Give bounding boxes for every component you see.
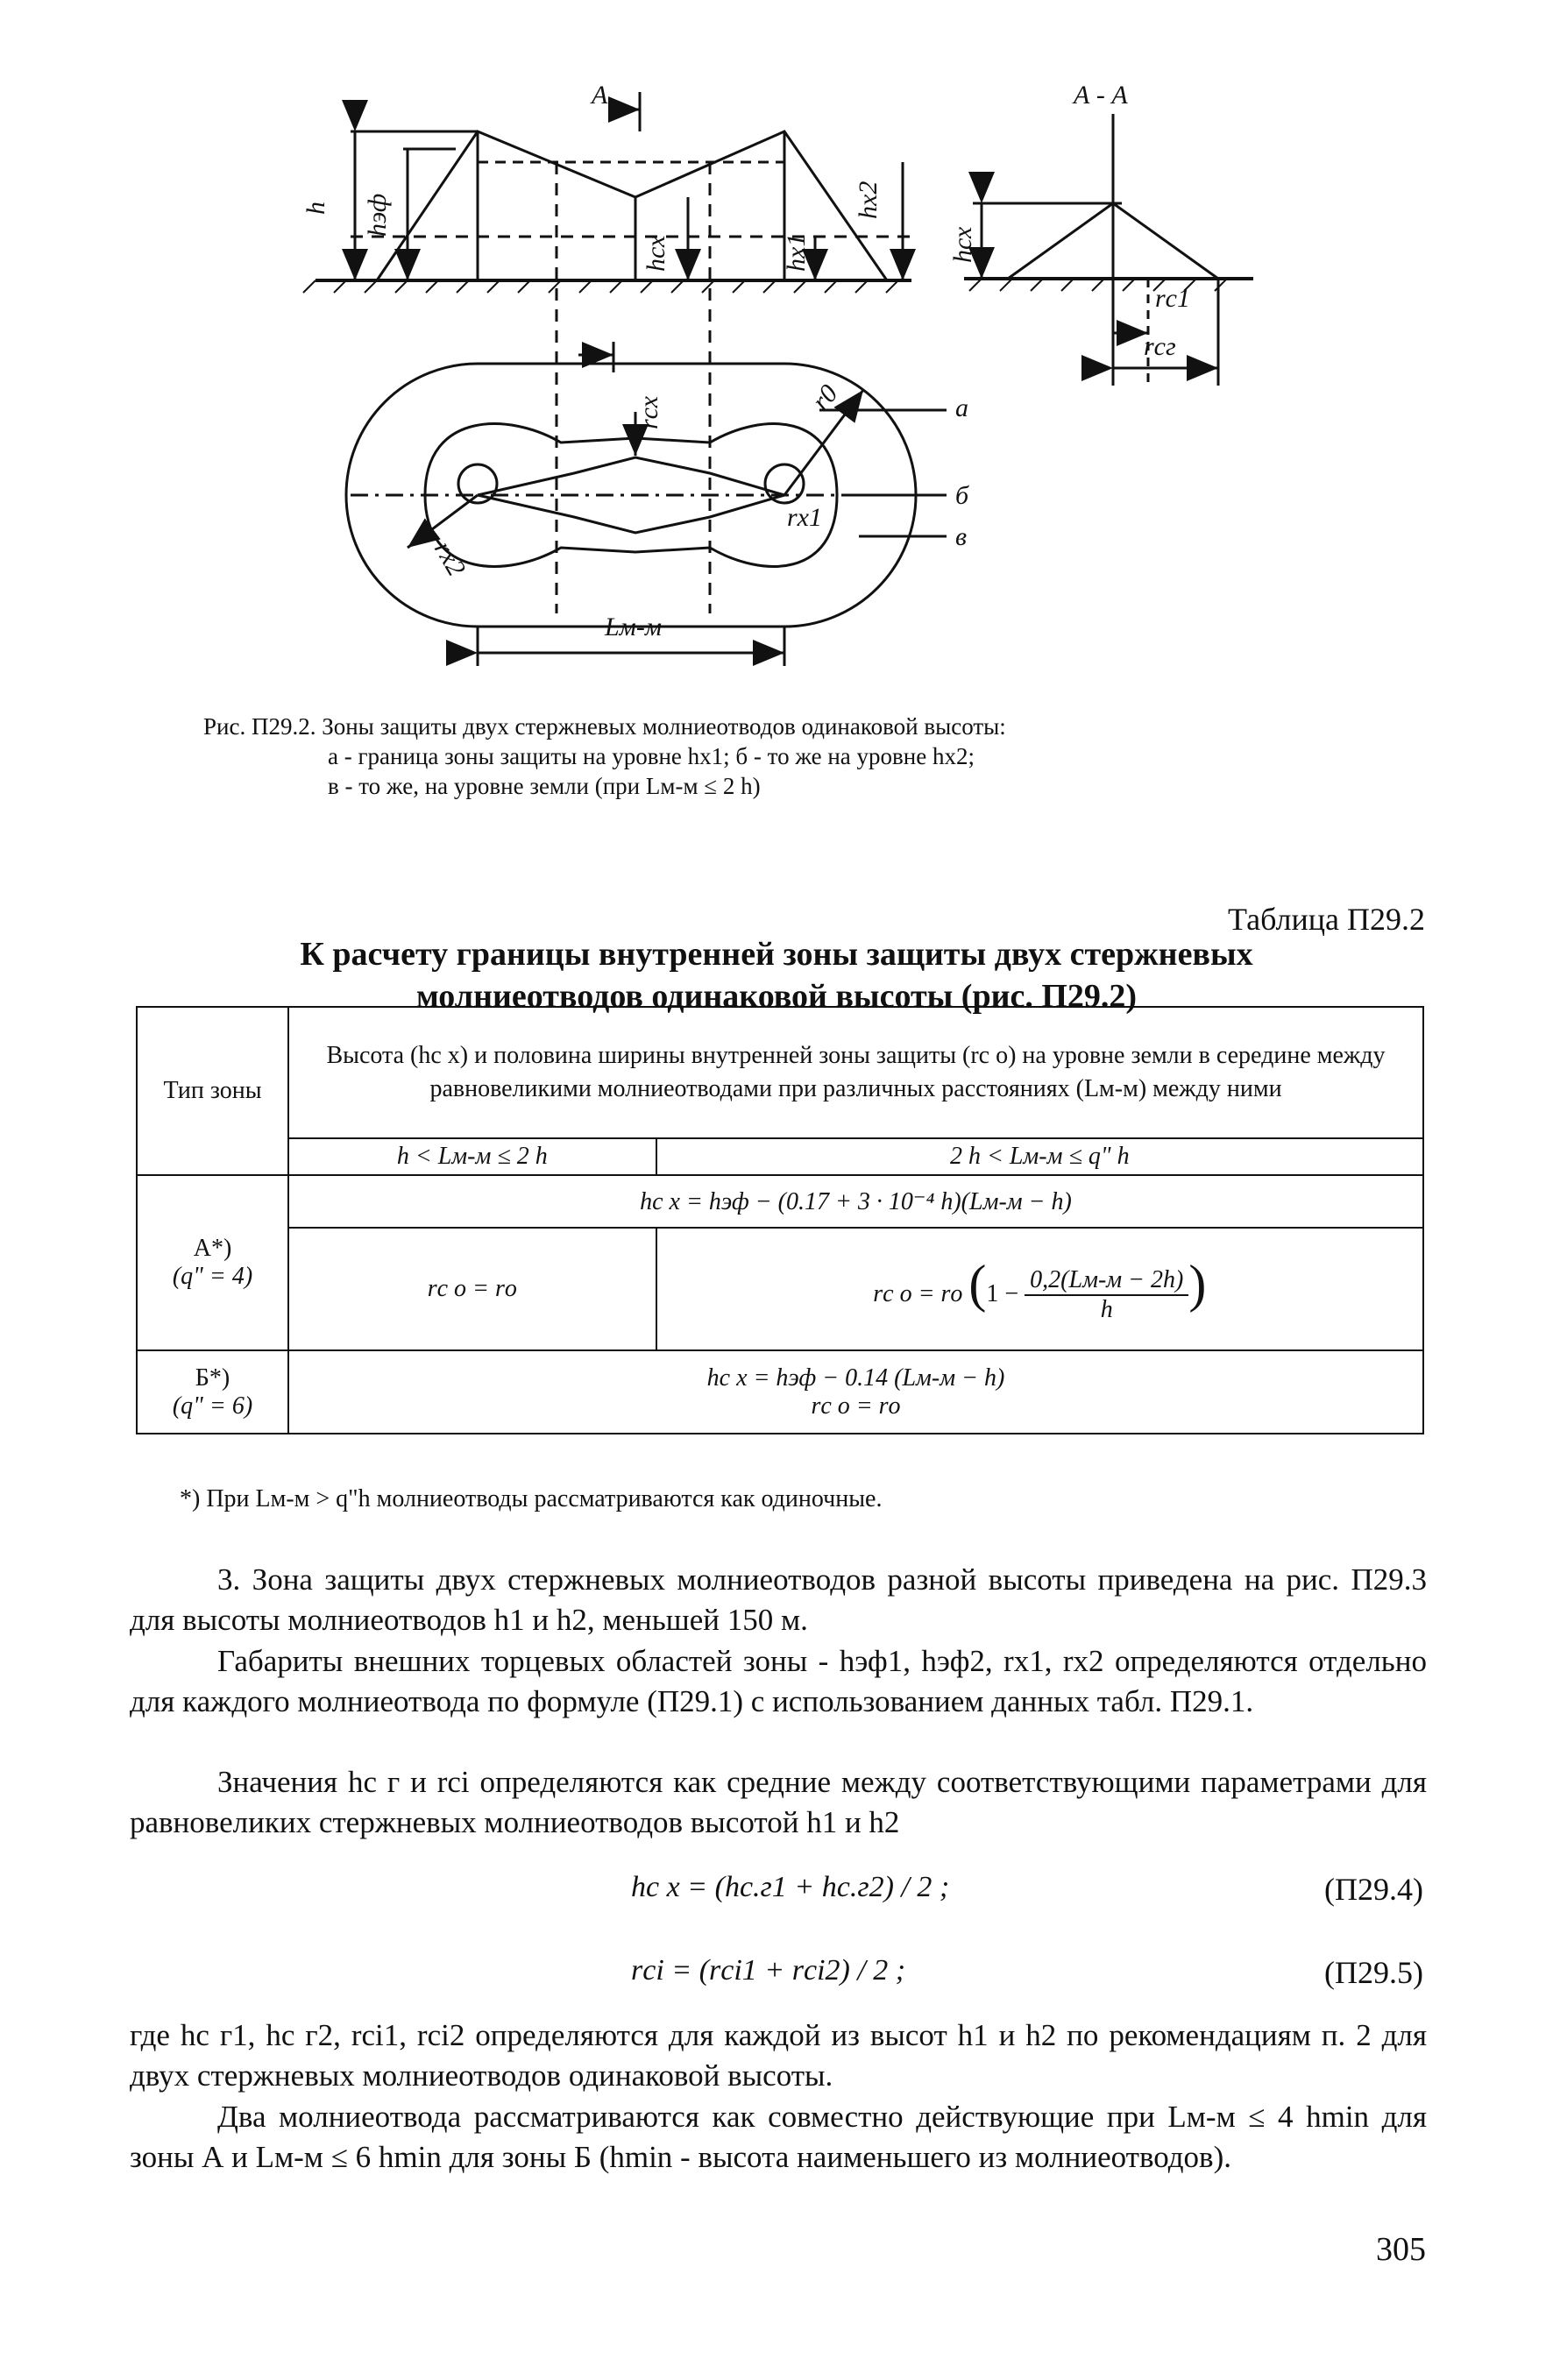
row-b-formulas: [288, 1350, 1423, 1434]
row-a-formula-r2: rс о = rо (1 − 0,2(Lм-м − 2h) h ): [656, 1228, 1423, 1350]
label-r-0: r0: [806, 379, 844, 416]
caption-line-2: а - граница зоны защиты на уровне hх1; б - то же на уровне hх2;: [328, 743, 975, 769]
paragraph-5: [130, 2097, 1427, 2178]
row-a-formula-r1: rс о = rо: [288, 1228, 656, 1350]
table-number: Таблица П29.2: [1228, 902, 1425, 937]
table-footnote: *) При Lм-м > q"h молниеотводы рассматриваются как одиночные.: [180, 1485, 883, 1512]
label-h-ef: hэф: [363, 193, 392, 237]
row-b-type: [137, 1350, 288, 1434]
formula-p29-5: rсi = (rсi1 + rсi2) / 2 ;: [631, 1954, 906, 1987]
table-title-line-2: молниеотводов одинаковой высоты (рис. П29.2): [415, 978, 1138, 1015]
label-r-x1: rх1: [787, 503, 822, 532]
label-zone-a: а: [955, 393, 968, 422]
calc-table: [136, 1006, 1424, 1434]
label-r-cr: rсг: [1144, 332, 1176, 361]
row-a-type: [137, 1175, 288, 1350]
label-section: А - А: [1074, 81, 1128, 110]
caption-line-3: в - то же, на уровне земли (при Lм-м ≤ 2 h): [328, 773, 761, 799]
page-number: 305: [1376, 2231, 1426, 2268]
paragraph-3-text: Значения hс г и rсi определяются как средние между соответствующими параметрами для равновеликих стержневых молниеотводов высотой h1 и h2: [130, 1765, 1427, 1839]
col-header-2: 2 h < Lм-м ≤ q" h: [656, 1138, 1423, 1175]
paragraph-2-text: Габариты внешних торцевых областей зоны - hэф1, hэф2, rх1, rх2 определяются отдельно для каждого молниеотвода по формуле (П29.1) с использованием данных табл. П29.1.: [130, 1644, 1427, 1718]
col-header-1: h < Lм-м ≤ 2 h: [288, 1138, 656, 1175]
header-type: Тип зоны: [137, 1007, 288, 1175]
formula-number-p29-5: (П29.5): [1324, 1955, 1423, 1990]
label-r-x2: rх2: [428, 536, 472, 582]
paragraph-2: [130, 1641, 1427, 1722]
row-b-type-q: (q" = 6): [172, 1392, 253, 1420]
row-a-type-q: (q" = 4): [172, 1263, 253, 1290]
label-r-c1: rс1: [1155, 284, 1190, 313]
label-zone-b: б: [955, 481, 969, 510]
formula-p29-4: hс х = (hс.г1 + hс.г2) / 2 ;: [631, 1871, 950, 1903]
row-a-formula-r2-lhs: rс о = rо: [873, 1279, 963, 1307]
table-title-line-1: К расчету границы внутренней зоны защиты двух стержневых: [300, 936, 1253, 973]
figure-caption: [203, 712, 1430, 801]
row-b-type-name: Б*): [195, 1364, 230, 1392]
formula-number-p29-4: (П29.4): [1324, 1872, 1423, 1907]
label-l: Lм-м: [605, 613, 662, 641]
paragraph-3: [130, 1762, 1427, 1843]
row-a-formula-h: hс х = hэф − (0.17 + 3 · 10⁻⁴ h)(Lм-м − h): [288, 1175, 1423, 1228]
figure-zones-diagram: [0, 0, 1553, 692]
label-r-cx: rсх: [635, 396, 663, 429]
label-h-cx: hсх: [642, 235, 670, 272]
row-b-formula-r: rс о = rо: [811, 1392, 901, 1420]
label-h-x2: hх2: [854, 181, 883, 219]
row-a-formula-r2-num: 0,2(Lм-м − 2h): [1025, 1266, 1188, 1296]
paragraph-1-text: 3. Зона защиты двух стержневых молниеотводов разной высоты приведена на рис. П29.3 для высоты молниеотводов h1 и h2, меньшей 150 м.: [130, 1562, 1427, 1637]
paragraph-1: [130, 1560, 1427, 1640]
row-b-formula-h: hс х = hэф − 0.14 (Lм-м − h): [706, 1364, 1005, 1392]
paragraph-4: [130, 2015, 1427, 2096]
header-desc: Высота (hс х) и половина ширины внутренней зоны защиты (rс о) на уровне земли в середине между равновеликими молниеотводами при различных расстояниях (Lм-м) между ними: [288, 1007, 1423, 1138]
paragraph-4-text: где hс г1, hс г2, rсi1, rсi2 определяются для каждой из высот h1 и h2 по рекомендациям п. 2 для двух стержневых молниеотводов одинаковой высоты.: [130, 2018, 1427, 2093]
label-h: h: [301, 202, 330, 215]
paragraph-5-text: Два молниеотвода рассматриваются как совместно действующие при Lм-м ≤ 4 hmin для зоны А и Lм-м ≤ 6 hmin для зоны Б (hmin - высота наименьшего из молниеотводов).: [130, 2100, 1427, 2174]
row-a-formula-r2-den: h: [1100, 1296, 1113, 1324]
label-h-cx-section: hсх: [948, 226, 977, 263]
label-a-arrow: А: [592, 81, 608, 110]
label-zone-v: в: [955, 522, 968, 551]
table-title: [175, 933, 1378, 1017]
row-a-type-name: А*): [193, 1235, 232, 1262]
label-h-x1: hх1: [782, 233, 811, 272]
caption-line-1: Рис. П29.2. Зоны защиты двух стержневых молниеотводов одинаковой высоты:: [203, 713, 1006, 740]
